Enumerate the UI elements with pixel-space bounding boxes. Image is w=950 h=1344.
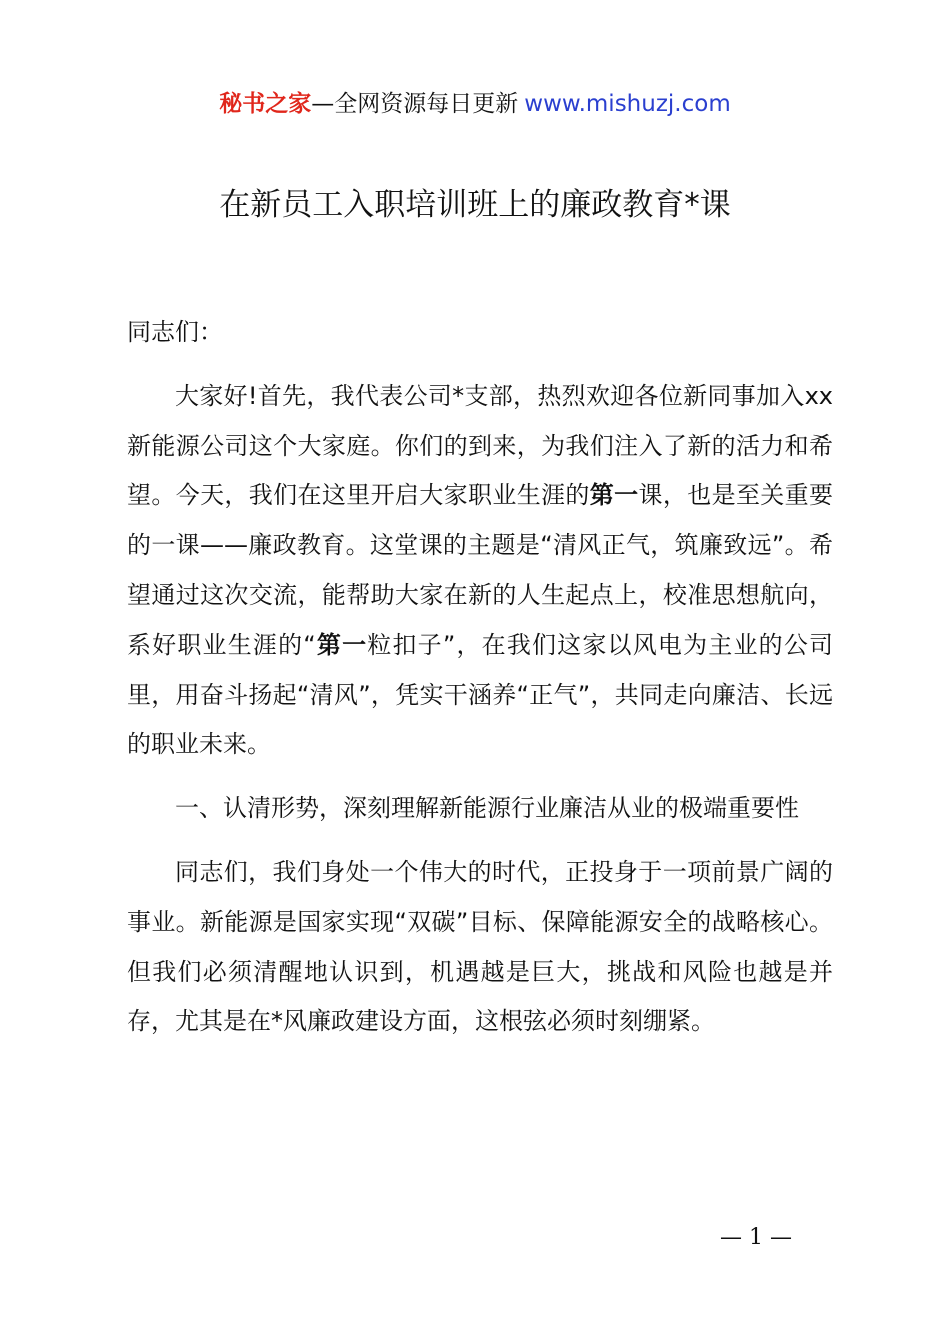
salutation: 同志们： [127,318,223,346]
intro-text-3: 粒扣子”，在我们这家以风电为主业的公司里，用奋斗扬起“清风”，凭实干涵养“正气”，共同走向廉洁、长远的职业未来。 [127,630,834,759]
intro-bold-1: 第一 [589,481,639,510]
document-body [127,308,833,1061]
section-1-paragraph: 同志们，我们身处一个伟大的时代，正投身于一项前景广阔的事业。新能源是国家实现“双碳”目标、保障能源安全的战略核心。但我们必须清醒地认识到，机遇越是巨大，挑战和风险也越是并存，尤其是在*风廉政建设方面，这根弦必须时刻绷紧。 [127,857,833,1036]
site-tagline: —全网资源每日更新 [311,91,519,117]
intro-text-2: 课，也是至关重要的一课——廉政教育。这堂课的主题是“清风正气，筑廉致远”。希望通过这次交流，能帮助大家在新的人生起点上，校准思想航向，系好职业生涯的“ [127,481,834,659]
section-1-heading: 一、认清形势，深刻理解新能源行业廉洁从业的极端重要性 [175,794,799,823]
site-url: www.mishuzj.com [524,91,731,117]
site-header [0,88,950,120]
intro-bold-2: 第一 [315,630,368,659]
intro-paragraph [127,372,833,770]
intro-text-1: 大家好!首先，我代表公司*支部，热烈欢迎各位新同事加入xx新能源公司这个大家庭。你们的到来，为我们注入了新的活力和希望。今天，我们在这里开启大家职业生涯的 [127,381,833,510]
page-number: — 1 — [720,1225,792,1250]
document-title: 在新员工入职培训班上的廉政教育*课 [219,187,731,223]
brand-name: 秘书之家 [219,91,312,117]
